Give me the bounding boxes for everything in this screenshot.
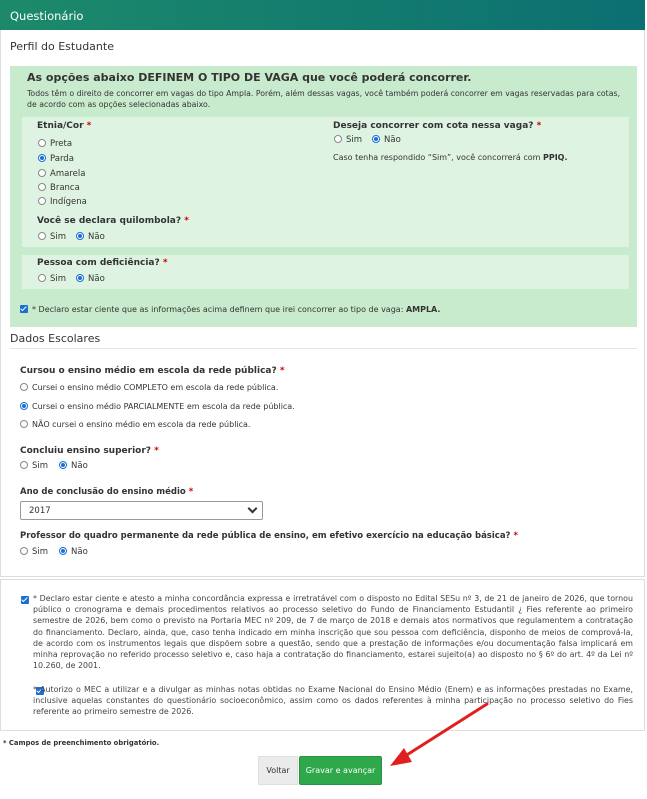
radio-icon[interactable]: [20, 547, 28, 555]
radio-icon[interactable]: [38, 197, 46, 205]
cota-label: Deseja concorrer com cota nessa vaga? *: [333, 121, 542, 131]
section-divider: [10, 348, 637, 349]
radio-selected-icon[interactable]: [38, 154, 46, 162]
radio-icon[interactable]: [334, 135, 342, 143]
arrow-head: [390, 748, 412, 766]
radio-selected-icon[interactable]: [20, 402, 28, 410]
quilombola-label: Você se declara quilombola? *: [37, 216, 189, 226]
radio-selected-icon[interactable]: [76, 232, 84, 240]
etnia-label: Etnia/Cor *: [37, 121, 92, 131]
radio-icon[interactable]: [38, 169, 46, 177]
voltar-button[interactable]: Voltar: [258, 756, 298, 785]
deficiencia-option-sim[interactable]: Sim: [38, 274, 66, 284]
radio-selected-icon[interactable]: [59, 461, 67, 469]
vaga-notice-text: Todos têm o direito de concorrer em vagas do tipo Ampla. Porém, além dessas vagas, você também poderá concorrer em vagas reservadas para cotas, de acordo com as opções selecionadas abaixo.: [27, 89, 621, 109]
ano-label: Ano de conclusão do ensino médio *: [20, 487, 194, 497]
deficiencia-option-nao[interactable]: Não: [76, 274, 105, 284]
rede-publica-option-nao[interactable]: NÃO cursei o ensino médio em escola da rede pública.: [20, 420, 250, 429]
decl-edital-text: * Declaro estar ciente e atesto a minha concordância expressa e irretratável com o disposto no Edital SESu nº 3, de 21 de janeiro de 2026, que tornou público o cronograma e demais procedimentos relativos ao processo seletivo do Fundo de Financiamento Estudantil ¿ Fies referente ao primeiro semestre de 2026, bem como o previsto na Portaria MEC nº 209, de 7 de março de 2018 e demais atos normativos que regulamentem a contratação do financiamento. Declaro, ainda, que, caso tenha indicado em minha inscrição que sou pessoa com deficiência, disponho de meios de comprová-la, de acordo com os instrumentos legais que dispõem sobre a questão, sendo que a prestação de informações e/ou documentação falsa implicará em minha reprovação no referido processo seletivo e, caso haja a contratação do financiamento, estarei sujeito(a) ao disposto no § 6º do art. 4º da Lei nº 10.260, de 2001.: [33, 594, 633, 671]
ciente-vaga-checkbox[interactable]: * Declaro estar ciente que as informações acima definem que irei concorrer ao tipo de vaga: AMPLA.: [20, 305, 440, 314]
etnia-option-preta[interactable]: Preta: [38, 139, 72, 149]
radio-icon[interactable]: [20, 420, 28, 428]
rede-publica-option-completo[interactable]: Cursei o ensino médio COMPLETO em escola da rede pública.: [20, 383, 278, 392]
radio-selected-icon[interactable]: [76, 274, 84, 282]
decl-autorizo-text: * Autorizo o MEC a utilizar e a divulgar as minhas notas obtidas no Exame Nacional do Ensino Médio (Enem) e as informações prestadas no Exame, inclusive aquelas constantes do questionário socioeconômico, assim como os dados referentes à minha participação no processo seletivo do Fies referente ao primeiro semestre de 2026.: [33, 685, 633, 717]
etnia-option-branca[interactable]: Branca: [38, 183, 80, 193]
superior-option-sim[interactable]: Sim: [20, 461, 48, 471]
decl-edital-checkbox[interactable]: [21, 596, 29, 604]
cota-option-nao[interactable]: Não: [372, 135, 401, 145]
etnia-option-indigena[interactable]: Indígena: [38, 197, 87, 207]
radio-icon[interactable]: [20, 383, 28, 391]
radio-selected-icon[interactable]: [59, 547, 67, 555]
perfil-section-title: Perfil do Estudante: [10, 40, 114, 53]
radio-icon[interactable]: [20, 461, 28, 469]
ano-conclusao-select[interactable]: [20, 501, 263, 520]
quilombola-option-nao[interactable]: Não: [76, 232, 105, 242]
professor-option-nao[interactable]: Não: [59, 547, 88, 557]
cota-info: Caso tenha respondido “Sim”, você concorrerá com PPIQ.: [333, 153, 568, 162]
radio-icon[interactable]: [38, 274, 46, 282]
dados-section-title: Dados Escolares: [10, 332, 101, 345]
etnia-cota-box: [22, 117, 629, 247]
etnia-option-amarela[interactable]: Amarela: [38, 169, 85, 179]
ano-conclusao-value: 2017: [29, 506, 51, 516]
arrow-shaft: [402, 704, 487, 758]
radio-icon[interactable]: [38, 183, 46, 191]
rede-publica-option-parcial[interactable]: Cursei o ensino médio PARCIALMENTE em escola da rede pública.: [20, 402, 295, 411]
professor-label: Professor do quadro permanente da rede pública de ensino, em efetivo exercício na educação básica? *: [20, 531, 518, 541]
superior-label: Concluiu ensino superior? *: [20, 446, 159, 456]
required-fields-note: * Campos de preenchimento obrigatório.: [3, 739, 160, 747]
superior-option-nao[interactable]: Não: [59, 461, 88, 471]
quilombola-option-sim[interactable]: Sim: [38, 232, 66, 242]
gravar-avancar-button[interactable]: Gravar e avançar: [299, 756, 382, 785]
radio-icon[interactable]: [38, 139, 46, 147]
chevron-down-icon[interactable]: [248, 504, 258, 514]
red-arrow-annotation: [380, 700, 490, 775]
radio-icon[interactable]: [38, 232, 46, 240]
checkbox-checked-icon[interactable]: [20, 305, 28, 313]
professor-option-sim[interactable]: Sim: [20, 547, 48, 557]
vaga-notice-title: As opções abaixo DEFINEM O TIPO DE VAGA que você poderá concorrer.: [27, 71, 472, 84]
etnia-option-parda[interactable]: Parda: [38, 154, 74, 164]
cota-option-sim[interactable]: Sim: [334, 135, 362, 145]
header-title: Questionário: [10, 9, 84, 23]
questionnaire-header: [0, 0, 645, 30]
deficiencia-label: Pessoa com deficiência? *: [37, 258, 168, 268]
rede-publica-label: Cursou o ensino médio em escola da rede pública? *: [20, 366, 285, 376]
radio-selected-icon[interactable]: [372, 135, 380, 143]
